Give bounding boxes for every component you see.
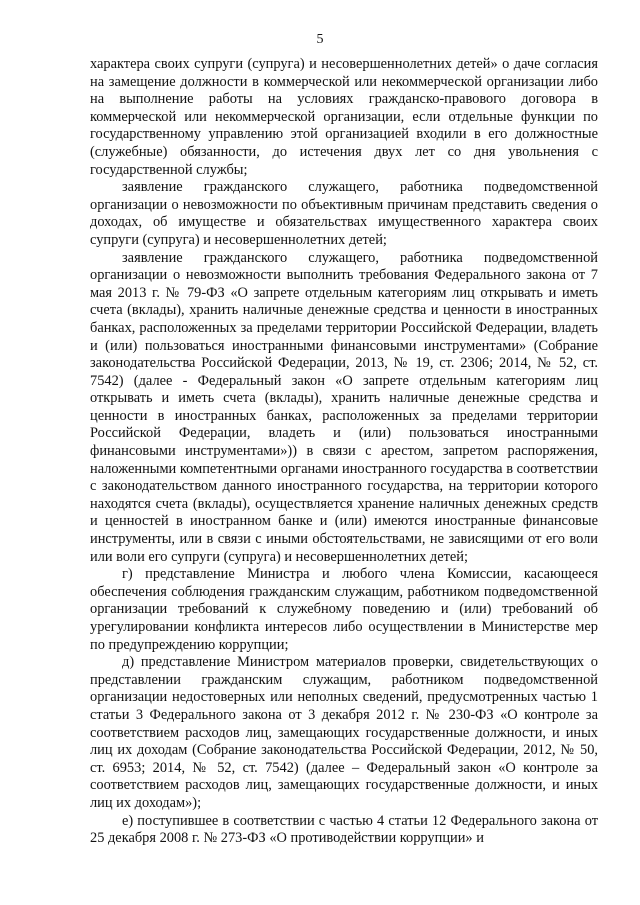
paragraph-statement-inability-report: заявление гражданского служащего, работника подведомственной организации о невозможности по объективным причинам представить сведения о доходах, об имуществе и обязательствах имущественного характера своих супруги (супруга) и несовершеннолетних детей; (90, 179, 598, 248)
page-number: 5 (316, 32, 324, 47)
paragraph-statement-foreign-accounts: заявление гражданского служащего, работника подведомственной организации о невозможности выполнить требования Федерального закона от 7 мая 2013 г. № 79-ФЗ «О запрете отдельным категориям лиц открывать и иметь счета (вклады), хранить наличные денежные средства и ценности в иностранных банках, расположенных за пределами территории Российской Федерации, владеть и (или) пользоваться иностранными финансовыми инструментами» (Собрание законодательства Российской Федерации, 2013, № 19, ст. 2306; 2014, № 52, ст. 7542) (далее - Федеральный закон «О запрете отдельным категориям лиц открывать и иметь счета (вклады), хранить наличные денежные средства и ценности в иностранных банках, расположенных за пределами территории Российской Федерации, владеть и (или) пользоваться иностранными финансовыми инструментами»)) в связи с арестом, запретом распоряжения, наложенными компетентными органами иностранного государства в соответствии с законодательством данного иностранного государства, на территории которого находятся счета (вклады), осуществляется хранение наличных денежных средств и ценностей в иностранном банке и (или) имеются иностранные финансовые инструменты, или в связи с иными обстоятельствами, не зависящими от его воли или воли его супруги (супруга) и несовершеннолетних детей; (90, 249, 598, 565)
paragraph-item-d: д) представление Министром материалов проверки, свидетельствующих о представлении гражданским служащим, работником подведомственной организации недостоверных или неполных сведений, предусмотренных частью 1 статьи 3 Федерального закона от 3 декабря 2012 г. № 230-ФЗ «О контроле за соответствием расходов лиц, замещающих государственные должности, и иных лиц их доходам (Собрание законодательства Российской Федерации, 2012, № 50, ст. 6953; 2014, № 52, ст. 7542) (далее – Федеральный закон «О контроле за соответствием расходов лиц, замещающих государственные должности, и иных лиц их доходам»); (90, 654, 598, 811)
paragraph-continuation: характера своих супруги (супруга) и несовершеннолетних детей» о даче согласия на замещение должности в коммерческой или некоммерческой организации либо на выполнение работы на условиях гражданско-правового договора в коммерческой или некоммерческой организации, если отдельные функции по государственному управлению этой организацией входили в его должностные (служебные) обязанности, до истечения двух лет со дня увольнения с государственной службы; (90, 56, 598, 178)
paragraph-item-e: е) поступившее в соответствии с частью 4 статьи 12 Федерального закона от 25 декабря 2008 г. № 273-ФЗ «О противодействии коррупции» и (90, 812, 598, 847)
document-body (90, 56, 598, 848)
paragraph-item-g: г) представление Министра и любого члена Комиссии, касающееся обеспечения соблюдения гражданским служащим, работником подведомственной организации требований к служебному поведению и (или) требований об урегулировании конфликта интересов либо осуществлении в Министерстве мер по предупреждению коррупции; (90, 566, 598, 653)
